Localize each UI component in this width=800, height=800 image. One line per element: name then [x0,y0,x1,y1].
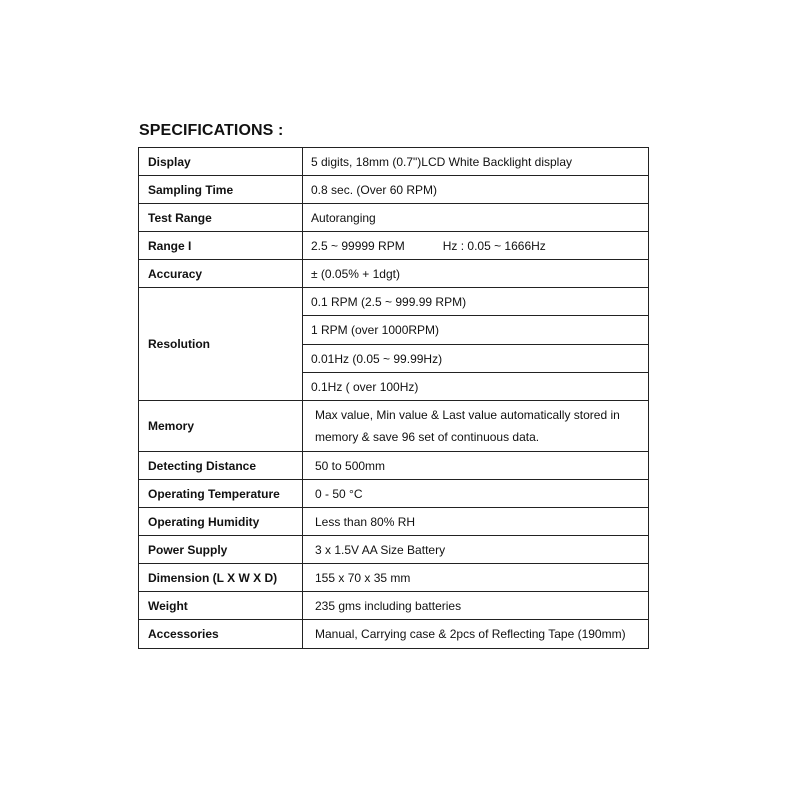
spec-value: 235 gms including batteries [303,592,649,620]
spec-label: Test Range [139,204,303,232]
spec-row-test-range [139,204,649,232]
spec-value: 0.8 sec. (Over 60 RPM) [303,176,649,204]
spec-value: 155 x 70 x 35 mm [303,564,649,592]
spec-value: 50 to 500mm [303,452,649,480]
spec-row-operating-humidity [139,508,649,536]
spec-row-resolution [139,288,649,316]
spec-row-memory [139,401,649,452]
spec-row-detecting-distance [139,452,649,480]
spec-label: Weight [139,592,303,620]
spec-value: Autoranging [303,204,649,232]
spec-value: 1 RPM (over 1000RPM) [303,316,649,345]
spec-label: Range I [139,232,303,260]
spec-label: Operating Temperature [139,480,303,508]
spec-label: Accessories [139,620,303,649]
spec-value [303,401,649,452]
spec-value [303,232,649,260]
spec-row-range-1 [139,232,649,260]
spec-value: 3 x 1.5V AA Size Battery [303,536,649,564]
range-hz: Hz : 0.05 ~ 1666Hz [442,238,546,253]
spec-label: Accuracy [139,260,303,288]
spec-row-accessories [139,620,649,649]
spec-value: 0 - 50 °C [303,480,649,508]
page-title: SPECIFICATIONS : [139,122,284,139]
range-rpm: 2.5 ~ 99999 RPM [311,238,405,253]
spec-value: Less than 80% RH [303,508,649,536]
spec-label: Display [139,148,303,176]
spec-row-operating-temperature [139,480,649,508]
spec-row-display [139,148,649,176]
specifications-table [138,147,649,649]
spec-row-power-supply [139,536,649,564]
spec-label: Detecting Distance [139,452,303,480]
spec-value: 0.1Hz ( over 100Hz) [303,373,649,401]
spec-label: Dimension (L X W X D) [139,564,303,592]
memory-line-2: memory & save 96 set of continuous data. [315,430,540,444]
spec-value: 0.1 RPM (2.5 ~ 999.99 RPM) [303,288,649,316]
spec-row-sampling-time [139,176,649,204]
spec-value: Manual, Carrying case & 2pcs of Reflecting Tape (190mm) [303,620,649,649]
spec-row-weight [139,592,649,620]
memory-line-1: Max value, Min value & Last value automatically stored in [315,408,620,422]
spec-label: Sampling Time [139,176,303,204]
spec-label: Operating Humidity [139,508,303,536]
spec-label: Memory [139,401,303,452]
spec-row-dimension [139,564,649,592]
spec-label: Power Supply [139,536,303,564]
spec-value: ± (0.05% + 1dgt) [303,260,649,288]
spec-value: 0.01Hz (0.05 ~ 99.99Hz) [303,345,649,373]
spec-row-accuracy [139,260,649,288]
spec-value: 5 digits, 18mm (0.7")LCD White Backlight display [303,148,649,176]
spec-label: Resolution [139,288,303,401]
